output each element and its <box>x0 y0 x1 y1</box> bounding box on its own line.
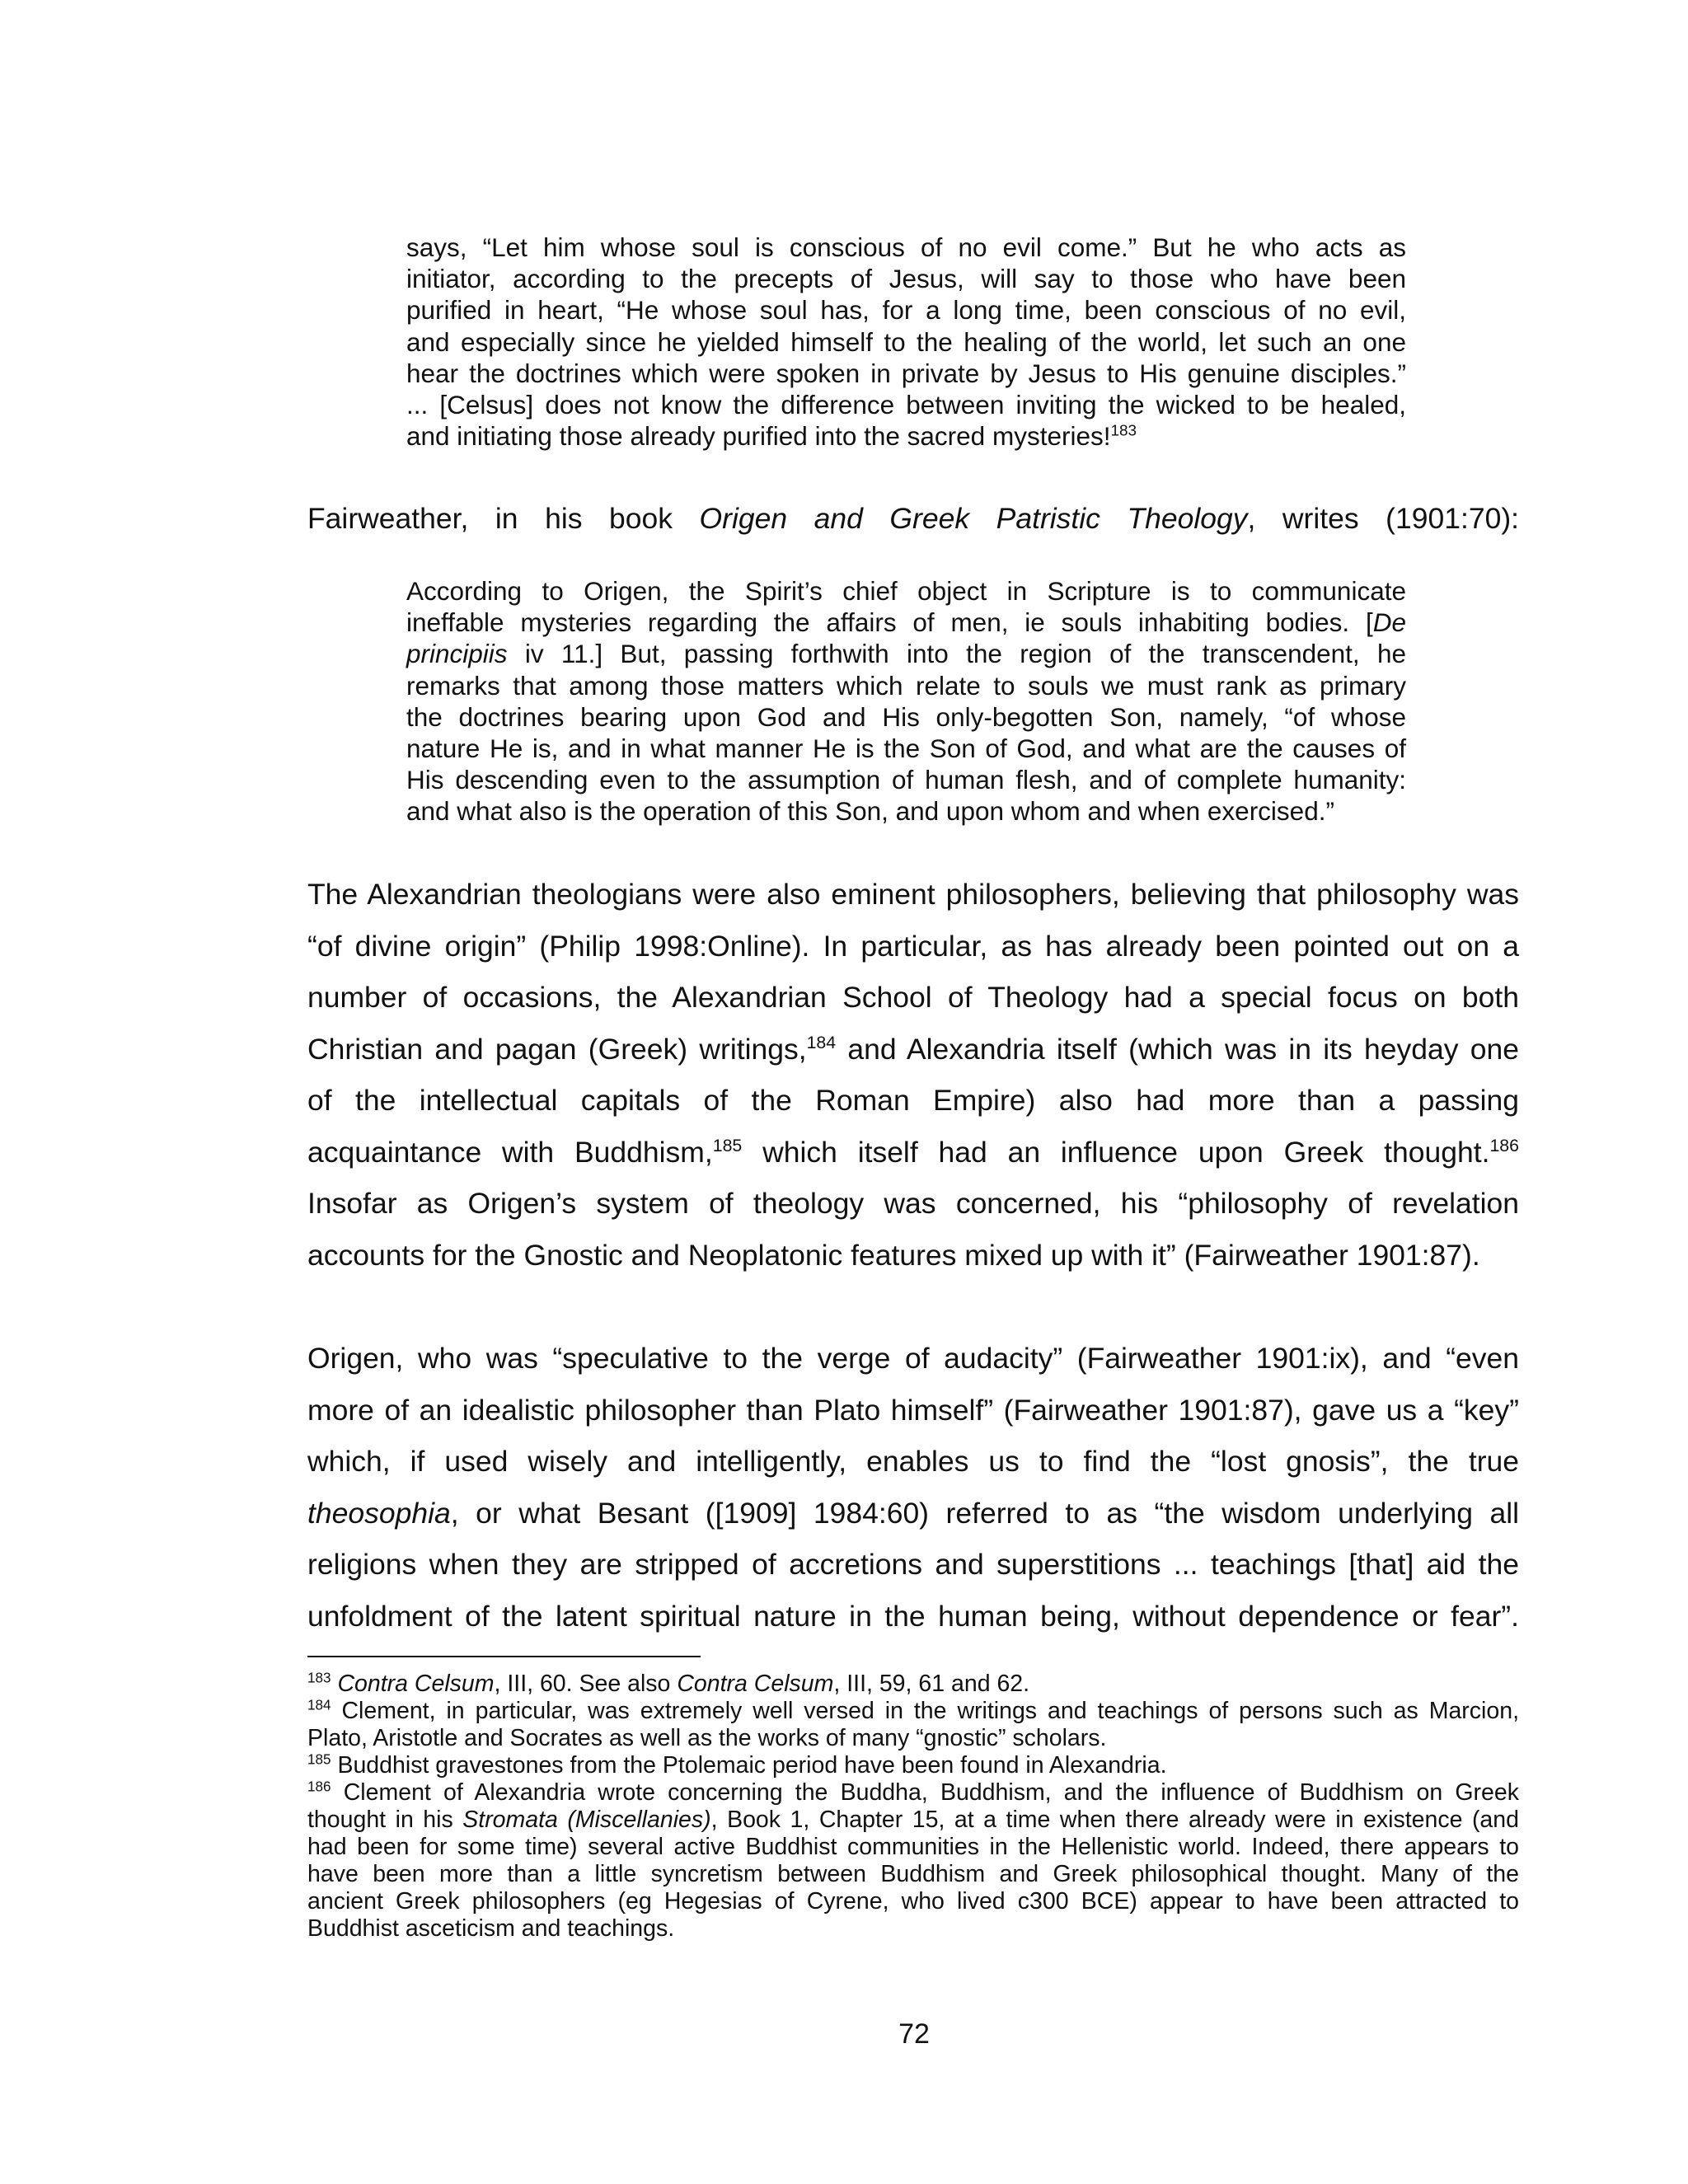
paragraph-line: religions when they are stripped of accretions and superstitions ... teachings [that] aid the <box>307 1548 1519 1581</box>
paragraph-line: Christian and pagan (Greek) writings,$^{184}$ and Alexandria itself (which was in its heyday one <box>307 1032 1519 1066</box>
quote-line: ... [Celsus] does not know the difference between inviting the wicked to be healed, <box>406 390 1406 420</box>
paragraph-line: theosophia, or what Besant ([1909] 1984:60) referred to as “the wisdom underlying all <box>307 1496 1519 1530</box>
quote-line: remarks that among those matters which relate to souls we must rank as primary <box>406 670 1406 701</box>
quote-line: ineffable mysteries regarding the affairs of men, ie souls inhabiting bodies. [De <box>406 607 1406 638</box>
block-quote-fairweather <box>406 575 1406 827</box>
paragraph-line: of the intellectual capitals of the Roman Empire) also had more than a passing <box>307 1084 1519 1117</box>
quote-line: According to Origen, the Spirit’s chief object in Scripture is to communicate <box>406 576 1406 606</box>
paragraph-line: Insofar as Origen’s system of theology was concerned, his “philosophy of revelation <box>307 1187 1519 1220</box>
footnote-184: $^{184}$ Clement, in particular, was extremely well versed in the writings and teachings of persons such as Marcion, Plato, Aristotle and Socrates as well as the works of many “gnostic” scholars. <box>307 1697 1519 1751</box>
block-quote-celsus <box>406 232 1406 452</box>
quote-line: and what also is the operation of this Son, and upon whom and when exercised.” <box>406 796 1334 827</box>
footnote-number: 186 <box>307 1779 331 1795</box>
quote-line: His descending even to the assumption of human flesh, and of complete humanity: <box>406 765 1406 795</box>
quote-line: says, “Let him whose soul is conscious of no evil come.” But he who acts as <box>406 232 1406 262</box>
footnotes <box>307 1671 1519 1943</box>
paragraph-line: unfoldment of the latent spiritual nature in the human being, without dependence or fear”. <box>307 1599 1519 1633</box>
paragraph-line: more of an idealistic philosopher than Plato himself” (Fairweather 1901:87), gave us a “key” <box>307 1393 1519 1427</box>
footnote-ref-186[interactable]: 186 <box>1489 1135 1519 1155</box>
footnote-number: 183 <box>307 1670 331 1686</box>
quote-line-text: and initiating those already purified into the sacred mysteries! <box>406 421 1111 452</box>
quote-line: hear the doctrines which were spoken in private by Jesus to His genuine disciples.” <box>406 358 1406 388</box>
quote-line <box>406 420 1406 452</box>
paragraph-line: Origen, who was “speculative to the verge of audacity” (Fairweather 1901:ix), and “even <box>307 1342 1519 1375</box>
quote-line: initiator, according to the precepts of Jesus, will say to those who have been <box>406 264 1406 294</box>
paragraph-line: number of occasions, the Alexandrian School of Theology had a special focus on both <box>307 981 1519 1014</box>
intro-paragraph <box>307 493 1519 545</box>
footnote-ref-184[interactable]: 184 <box>806 1032 837 1052</box>
paragraph-line: which, if used wisely and intelligently, enables us to find the “lost gnosis”, the true <box>307 1445 1519 1478</box>
quote-line: purified in heart, “He whose soul has, for a long time, been conscious of no evil, <box>406 295 1406 326</box>
page-number: 72 <box>898 2018 930 2050</box>
footnote-ref-183[interactable]: 183 <box>1110 422 1137 440</box>
paragraph-line: The Alexandrian theologians were also eminent philosophers, believing that philosophy was <box>307 878 1519 911</box>
footnote-183: $^{183}$ Contra Celsum, III, 60. See also Contra Celsum, III, 59, 61 and 62. <box>307 1670 1030 1697</box>
quote-line: the doctrines bearing upon God and His only-begotten Son, namely, “of whose <box>406 701 1406 732</box>
footnote-divider <box>307 1656 701 1657</box>
paragraph-origen <box>307 1333 1519 1642</box>
quote-line: and especially since he yielded himself to the healing of the world, let such an one <box>406 326 1406 357</box>
paragraph-line: “of divine origin” (Philip 1998:Online). In particular, as has already been pointed out on a <box>307 929 1519 963</box>
paragraph-line: accounts for the Gnostic and Neoplatonic features mixed up with it” (Fairweather 1901:87). <box>307 1238 1480 1272</box>
intro-line: Fairweather, in his book Origen and Greek Patristic Theology, writes (1901:70): <box>307 502 1519 535</box>
footnote-186: $^{186}$ Clement of Alexandria wrote concerning the Buddha, Buddhism, and the influence of Buddhism on Greek thought in his Stromata (Miscellanies), Book 1, Chapter 15, at a time when there already were in existence (and had been for some time) several active Buddhist communities in the Hellenistic world. Indeed, there appears to have been more than a little syncretism between Buddhism and Greek philosophical thought. Many of the ancient Greek philosophers (eg Hegesias of Cyrene, who lived c300 BCE) appear to have been attracted to Buddhist asceticism and teachings. <box>307 1779 1519 1942</box>
book-title: Origen and Greek Patristic Theology <box>699 502 1248 535</box>
footnote-number: 184 <box>307 1697 331 1713</box>
footnote-ref-185[interactable]: 185 <box>712 1135 743 1155</box>
paragraph-alexandrian-theologians <box>307 869 1519 1281</box>
footnote-185: $^{185}$ Buddhist gravestones from the Ptolemaic period have been found in Alexandria. <box>307 1751 1167 1779</box>
footnote-number: 185 <box>307 1751 331 1768</box>
quote-line: nature He is, and in what manner He is the Son of God, and what are the causes of <box>406 733 1406 764</box>
quote-line: principiis iv 11.] But, passing forthwith into the region of the transcendent, he <box>406 639 1406 669</box>
paragraph-line: acquaintance with Buddhism,$^{185}$ which itself had an influence upon Greek thought.$^{186}$ <box>307 1135 1519 1169</box>
